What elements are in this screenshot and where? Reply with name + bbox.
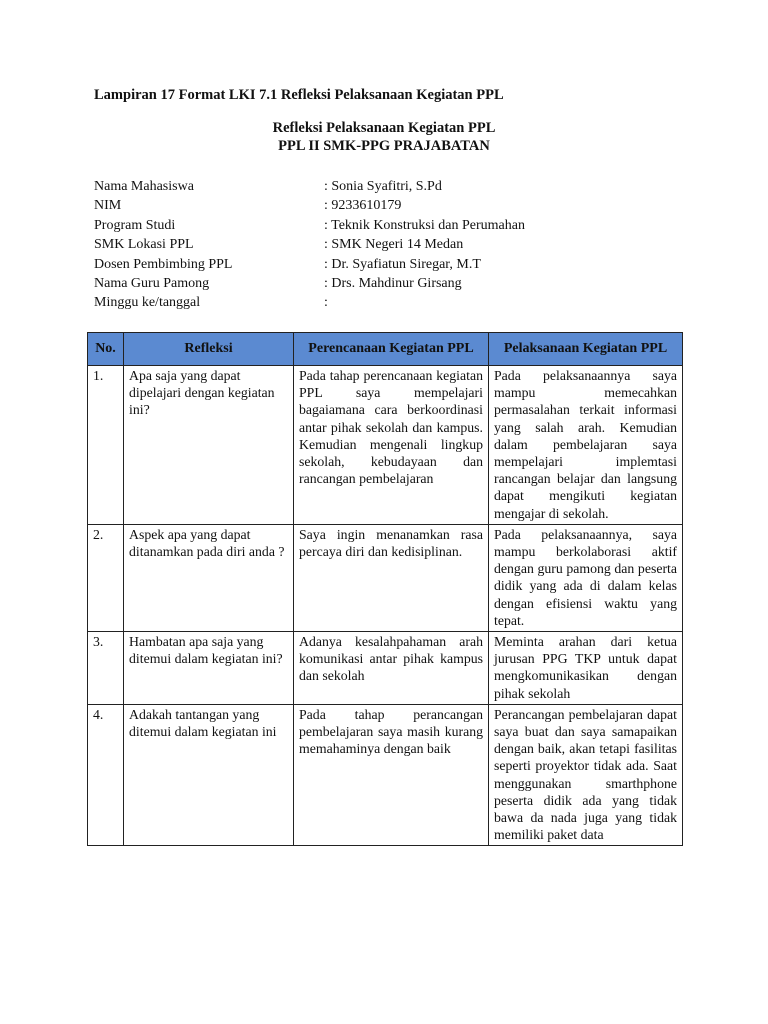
info-row-minggu-tanggal [94, 293, 525, 312]
info-value: : Dr. Syafiatun Siregar, M.T [324, 256, 481, 272]
table-row [88, 366, 683, 525]
cell-pelaksanaan: Perancangan pembelajaran dapat saya buat dan saya samapaikan dengan baik, akan tetapi fasilitas seperti proyektor tidak ada. Saat menggunakan smarthphone peserta didik ada yang tidak bawa da nada juga yang tidak memiliki paket data [489, 704, 683, 846]
info-value: : 9233610179 [324, 198, 402, 214]
cell-refleksi: Hambatan apa saja yang ditemui dalam kegiatan ini? [124, 632, 294, 705]
info-row-guru-pamong [94, 274, 525, 293]
cell-perencanaan: Pada tahap perancangan pembelajaran saya masih kurang memahaminya dengan baik [294, 704, 489, 846]
info-label: SMK Lokasi PPL [94, 237, 194, 253]
info-label: Nama Guru Pamong [94, 275, 210, 291]
info-row-dosen-pembimbing [94, 255, 525, 274]
info-value: : Teknik Konstruksi dan Perumahan [324, 217, 525, 233]
cell-no: 2. [88, 524, 124, 631]
reflection-table [87, 332, 683, 846]
info-label: NIM [94, 198, 122, 214]
document-subtitle: PPL II SMK-PPG PRAJABATAN [278, 138, 490, 154]
cell-pelaksanaan: Meminta arahan dari ketua jurusan PPG TKP untuk dapat mengkomunikasikan dengan pihak sekolah [489, 632, 683, 705]
table-row [88, 632, 683, 705]
header-perencanaan: Perencanaan Kegiatan PPL [294, 333, 489, 366]
info-value: : Drs. Mahdinur Girsang [324, 275, 462, 291]
cell-perencanaan: Pada tahap perencanaan kegiatan PPL saya mempelajari bagaiamana cara berkoordinasi antar pihak sekolah dan kampus. Kemudian mengenali lingkup sekolah, kebudayaan dan rancangan pembelajaran [294, 366, 489, 525]
cell-refleksi: Aspek apa yang dapat ditanamkan pada diri anda ? [124, 524, 294, 631]
cell-perencanaan: Saya ingin menanamkan rasa percaya diri dan kedisiplinan. [294, 524, 489, 631]
cell-pelaksanaan: Pada pelaksanaannya, saya mampu berkolaborasi aktif dengan guru pamong dan peserta didik yang ada di dalam kelas dengan efisiensi waktu yang tepat. [489, 524, 683, 631]
table-row [88, 704, 683, 846]
cell-perencanaan: Adanya kesalahpahaman arah komunikasi antar pihak kampus dan sekolah [294, 632, 489, 705]
document-title: Refleksi Pelaksanaan Kegiatan PPL [272, 120, 496, 136]
info-label: Minggu ke/tanggal [94, 295, 201, 311]
lampiran-heading: Lampiran 17 Format LKI 7.1 Refleksi Pelaksanaan Kegiatan PPL [94, 87, 504, 103]
info-value: : [324, 295, 328, 311]
info-row-nama [94, 177, 525, 196]
cell-no: 1. [88, 366, 124, 525]
info-value: : Sonia Syafitri, S.Pd [324, 179, 442, 194]
info-row-nim [94, 196, 525, 215]
student-info-block [94, 177, 525, 313]
info-label: Nama Mahasiswa [94, 179, 194, 194]
table-header-row [88, 333, 683, 366]
header-no: No. [88, 333, 124, 366]
header-pelaksanaan: Pelaksanaan Kegiatan PPL [489, 333, 683, 366]
info-label: Dosen Pembimbing PPL [94, 256, 233, 272]
cell-refleksi: Apa saja yang dapat dipelajari dengan kegiatan ini? [124, 366, 294, 525]
cell-no: 3. [88, 632, 124, 705]
header-refleksi: Refleksi [124, 333, 294, 366]
cell-refleksi: Adakah tantangan yang ditemui dalam kegiatan ini [124, 704, 294, 846]
info-row-smk-lokasi [94, 235, 525, 254]
cell-no: 4. [88, 704, 124, 846]
info-value: : SMK Negeri 14 Medan [324, 237, 464, 253]
info-row-program-studi [94, 216, 525, 235]
table-row [88, 524, 683, 631]
cell-pelaksanaan: Pada pelaksanaannya saya mampu memecahkan permasalahan terkait informasi yang salah arah. Kemudian dalam pembelajaran saya mempelajari implemtasi rancangan belajar dan langsung dapat mengikuti kegiatan mengajar di sekolah. [489, 366, 683, 525]
info-label: Program Studi [94, 217, 176, 233]
